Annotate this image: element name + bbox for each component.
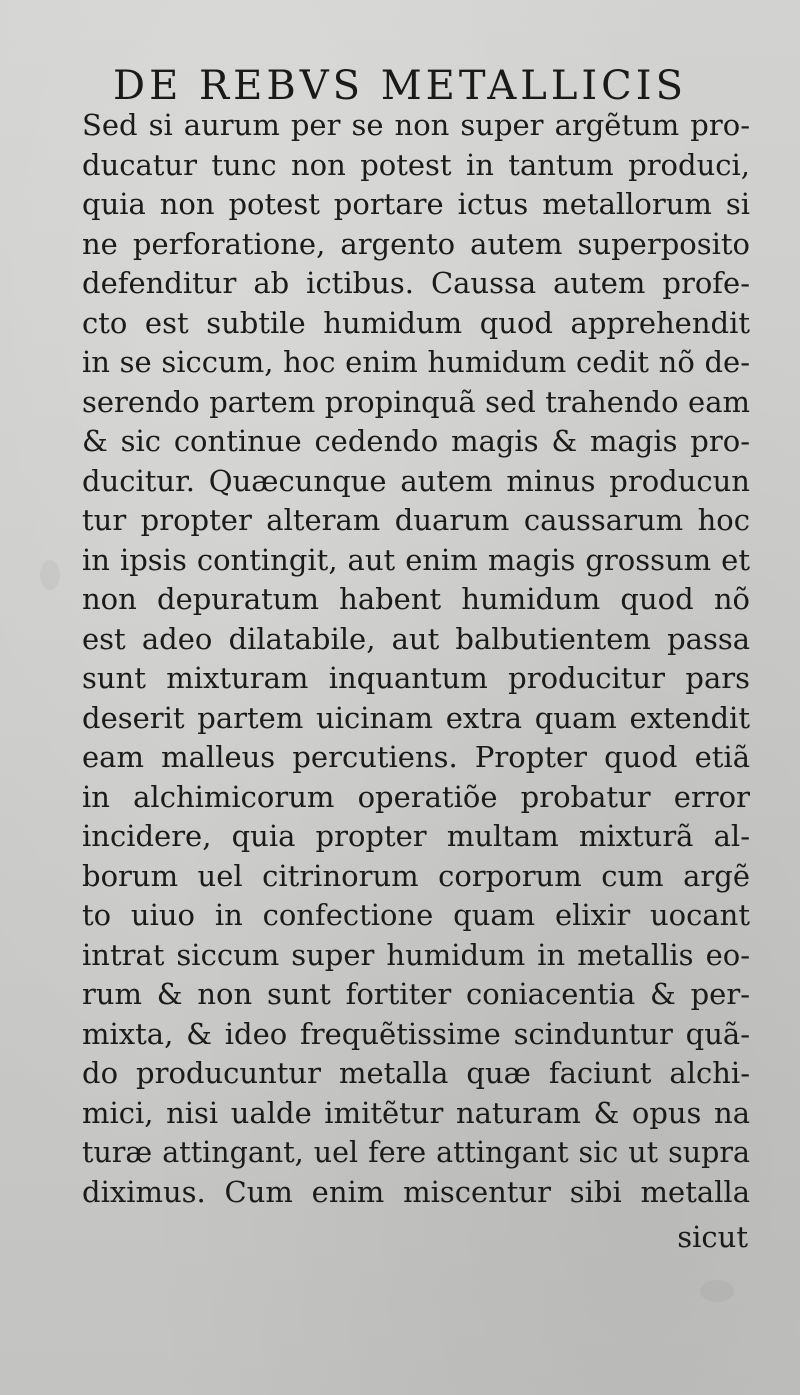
text-line: non depuratum habent humidum quod nõ (82, 582, 750, 616)
paper-stain (40, 560, 60, 590)
text-line: intrat siccum super humidum in metallis eo- (82, 937, 750, 972)
text-line: deserit partem uicinam extra quam extendit (82, 700, 750, 735)
running-title: DE REBVS METALLICIS (113, 63, 687, 109)
catchword: sicut (677, 1220, 748, 1254)
text-block (82, 106, 750, 1212)
text-line: incidere, quia propter multam mixturã al- (82, 819, 750, 853)
text-line: ne perforatione, argento autem superposito (82, 226, 750, 261)
text-line: est adeo dilatabile, aut balbutientem passa (82, 621, 750, 656)
text-line: quia non potest portare ictus metallorum si (82, 187, 750, 221)
text-line: diximus. Cum enim miscentur sibi metalla (82, 1174, 750, 1209)
text-line: & sic continue cedendo magis & magis pro- (82, 424, 750, 458)
text-line: in se siccum, hoc enim humidum cedit nõ de- (82, 345, 750, 379)
text-line: defenditur ab ictibus. Caussa autem profe- (82, 266, 750, 300)
text-line: mixta, & ideo frequẽtissime scinduntur quã- (82, 1016, 750, 1051)
text-line: Sed si aurum per se non super argẽtum pro- (82, 108, 750, 142)
text-line: cto est subtile humidum quod apprehendit (82, 305, 750, 340)
text-line: ducitur. Quæcunque autem minus producun (82, 463, 750, 498)
text-line: sunt mixturam inquantum producitur pars (82, 661, 750, 695)
paper-stain (700, 1280, 734, 1302)
text-line: borum uel citrinorum corporum cum argẽ (82, 858, 750, 893)
text-line: in alchimicorum operatiõe probatur error (82, 779, 750, 814)
text-line: rum & non sunt fortiter coniacentia & per- (82, 977, 750, 1011)
text-line: in ipsis contingit, aut enim magis grossum et (82, 542, 750, 577)
text-line: turæ attingant, uel fere attingant sic ut supra (82, 1136, 750, 1169)
text-line: ducatur tunc non potest in tantum produci, (82, 147, 750, 182)
text-line: serendo partem propinquã sed trahendo eam (82, 384, 750, 419)
text-line: do producuntur metalla quæ faciunt alchi- (82, 1056, 750, 1090)
text-line: eam malleus percutiens. Propter quod etiã (82, 740, 750, 774)
text-line: to uiuo in confectione quam elixir uocant (82, 898, 750, 932)
text-line: tur propter alteram duarum caussarum hoc (82, 503, 750, 537)
text-line: mici, nisi ualde imitẽtur naturam & opus na (82, 1095, 750, 1130)
